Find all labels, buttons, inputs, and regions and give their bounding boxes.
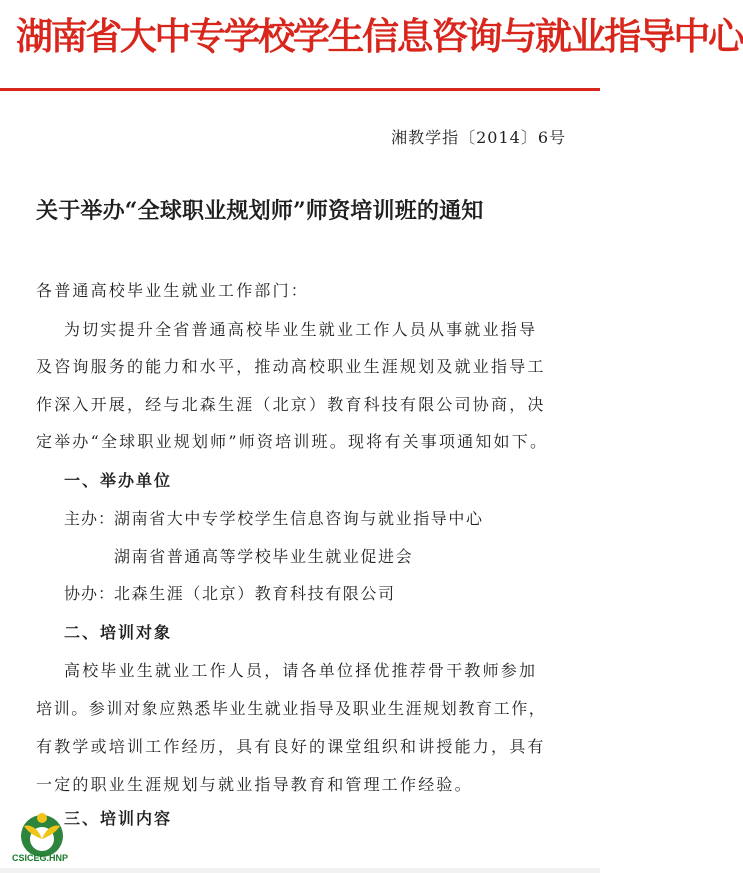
co-organizer: 北森生涯（北京）教育科技有限公司 bbox=[114, 584, 396, 603]
organization-header: 湖南省大中专学校学生信息咨询与就业指导中心 bbox=[16, 14, 743, 58]
section-2-line-1: 高校毕业生就业工作人员，请各单位择优推荐骨干教师参加 bbox=[64, 661, 538, 680]
section-1-heading: 一、举办单位 bbox=[64, 471, 173, 490]
page-bottom-edge bbox=[0, 868, 600, 873]
document-title: 关于举办“全球职业规划师”师资培训班的通知 bbox=[36, 198, 484, 224]
section-3-heading: 三、培训内容 bbox=[64, 809, 173, 828]
co-organizer-label: 协办： bbox=[64, 584, 116, 603]
section-2-heading: 二、培训对象 bbox=[64, 623, 173, 642]
host-label: 主办： bbox=[64, 509, 116, 528]
intro-line-3: 作深入开展，经与北森生涯（北京）教育科技有限公司协商，决 bbox=[36, 395, 546, 414]
watermark-text: CSICEG.HNP bbox=[12, 853, 69, 863]
salutation: 各普通高校毕业生就业工作部门： bbox=[36, 281, 310, 300]
host-organizer-2: 湖南省普通高等学校毕业生就业促进会 bbox=[114, 547, 414, 566]
section-2-line-2: 培训。参训对象应熟悉毕业生就业指导及职业生涯规划教育工作， bbox=[36, 699, 547, 718]
document-number: 湘教学指〔2014〕6号 bbox=[391, 128, 566, 147]
section-2-line-3: 有教学或培训工作经历，具有良好的课堂组织和讲授能力，具有 bbox=[36, 737, 546, 756]
host-organizer-1: 湖南省大中专学校学生信息咨询与就业指导中心 bbox=[114, 509, 484, 528]
intro-line-2: 及咨询服务的能力和水平，推动高校职业生涯规划及就业指导工 bbox=[36, 357, 546, 376]
header-divider bbox=[0, 88, 600, 91]
intro-line-4: 定举办“全球职业规划师”师资培训班。现将有关事项通知如下。 bbox=[36, 432, 549, 451]
intro-line-1: 为切实提升全省普通高校毕业生就业工作人员从事就业指导 bbox=[64, 320, 538, 339]
section-2-line-4: 一定的职业生涯规划与就业指导教育和管理工作经验。 bbox=[36, 775, 473, 794]
